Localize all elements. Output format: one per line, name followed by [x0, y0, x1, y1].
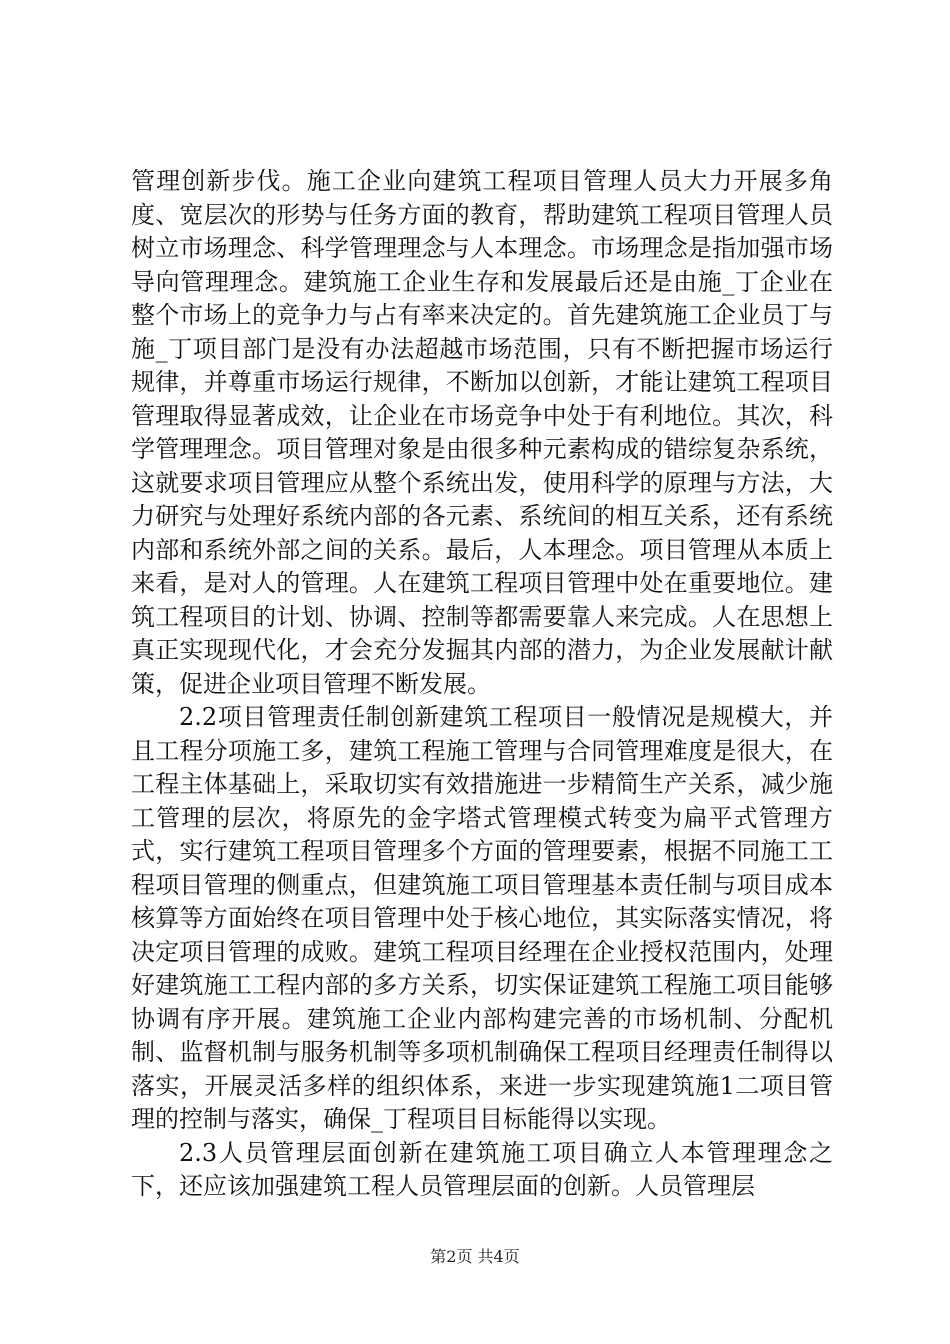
paragraph-management-concepts: 管理创新步伐。施工企业向建筑工程项目管理人员大力开展多角度、宽层次的形势与任务方面的教育，帮助建筑工程项目管理人员树立市场理念、科学管理理念与人本理念。市场理念是指加强市场导向管理理念。建筑施工企业生存和发展最后还是由施_丁企业在整个市场上的竞争力与占有率来决定的。首先建筑施工企业员丁与施_丁项目部门是没有办法超越市场范围，只有不断把握市场运行规律，并尊重市场运行规律，不断加以创新，才能让建筑工程项目管理取得显著成效，让企业在市场竞争中处于有利地位。其次，科学管理理念。项目管理对象是由很多种元素构成的错综复杂系统，这就要求项目管理应从整个系统出发，使用科学的原理与方法，大力研究与处理好系统内部的各元素、系统间的相互关系，还有系统内部和系统外部之间的关系。最后，人本理念。项目管理从本质上来看，是对人的管理。人在建筑工程项目管理中处在重要地位。建筑工程项目的计划、协调、控制等都需要靠人来完成。人在思想上真正实现现代化，才会充分发掘其内部的潜力，为企业发展献计献策，促进企业项目管理不断发展。 [131, 167, 833, 698]
document-body [131, 165, 833, 1204]
paragraph-section-2-3: 2.3人员管理层面创新在建筑施工项目确立人本管理理念之下，还应该加强建筑工程人员管理层面的创新。人员管理层 [131, 1138, 833, 1200]
paragraph-section-2-2: 2.2项目管理责任制创新建筑工程项目一般情况是规模大，并且工程分项施工多，建筑工程施工管理与合同管理难度是很大，在工程主体基础上，采取切实有效措施进一步精简生产关系，减少施工管理的层次，将原先的金字塔式管理模式转变为扁平式管理方式，实行建筑工程项目管理多个方面的管理要素，根据不同施工工程项目管理的侧重点，但建筑施工项目管理基本责任制与项目成本核算等方面始终在项目管理中处于核心地位，其实际落实情况，将决定项目管理的成败。建筑工程项目经理在企业授权范围内，处理好建筑施工工程内部的多方关系，切实保证建筑工程施工项目能够协调有序开展。建筑施工企业内部构建完善的市场机制、分配机制、监督机制与服务机制等多项机制确保工程项目经理责任制得以落实，开展灵活多样的组织体系，来进一步实现建筑施1二项目管理的控制与落实，确保_丁程项目目标能得以实现。 [131, 703, 833, 1133]
page-footer: 第2页 共4页 [430, 1247, 520, 1266]
